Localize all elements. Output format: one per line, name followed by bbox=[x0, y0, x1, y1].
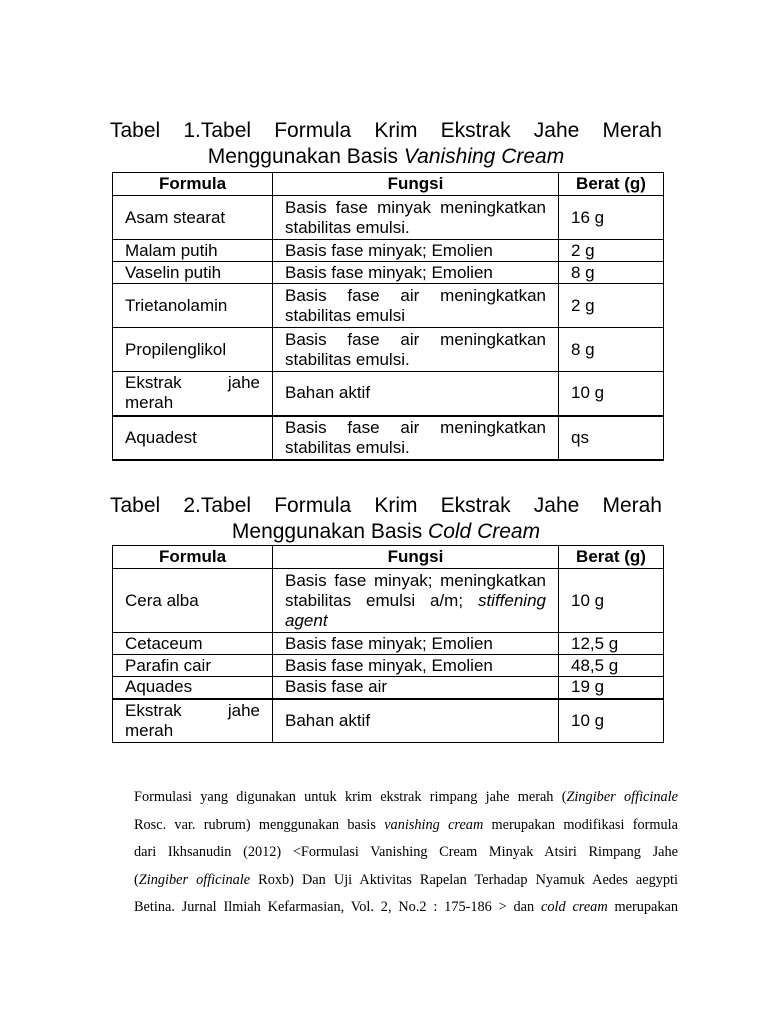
fungsi-cell: Basis fase minyak; Emolien bbox=[273, 633, 559, 655]
formula-cell: Aquades bbox=[113, 677, 273, 699]
berat-cell: 10 g bbox=[559, 372, 664, 416]
table2-caption-italic: Cold Cream bbox=[428, 520, 541, 543]
formula-cell: Ekstrak jahe merah bbox=[113, 699, 273, 743]
fungsi-cell: Basis fase minyak; Emolien bbox=[273, 240, 559, 262]
fungsi-cell: Basis fase air meningkatkan stabilitas emulsi bbox=[273, 284, 559, 328]
berat-cell: qs bbox=[559, 416, 664, 460]
table-row bbox=[113, 196, 664, 240]
formula-cell: Asam stearat bbox=[113, 196, 273, 240]
table1-caption-line1: Tabel 1.Tabel Formula Krim Ekstrak Jahe Merah bbox=[110, 119, 662, 142]
paragraph-line bbox=[134, 839, 678, 867]
paragraph-line bbox=[134, 867, 678, 895]
berat-cell: 2 g bbox=[559, 240, 664, 262]
fungsi-cell bbox=[273, 569, 559, 633]
berat-cell: 10 g bbox=[559, 699, 664, 743]
paragraph-italic: vanishing cream bbox=[384, 816, 484, 833]
paragraph-text: merupakan bbox=[607, 899, 678, 915]
table1-caption-line2 bbox=[110, 144, 662, 170]
table2 bbox=[112, 545, 664, 743]
table2-header-fungsi: Fungsi bbox=[273, 546, 559, 569]
table-row bbox=[113, 372, 664, 416]
paragraph-line bbox=[134, 894, 678, 922]
berat-cell: 19 g bbox=[559, 677, 664, 699]
table-row bbox=[113, 262, 664, 284]
table2-caption-line1: Tabel 2.Tabel Formula Krim Ekstrak Jahe Merah bbox=[110, 494, 662, 517]
paragraph-italic: cold cream bbox=[541, 899, 608, 915]
fungsi-cell: Basis fase air meningkatkan stabilitas emulsi. bbox=[273, 328, 559, 372]
formula-cell: Parafin cair bbox=[113, 655, 273, 677]
fungsi-text: Basis fase minyak; meningkatkan stabilitas emulsi a/m; bbox=[285, 570, 546, 610]
formula-cell: Aquadest bbox=[113, 416, 273, 460]
table-row bbox=[113, 240, 664, 262]
paragraph-italic: Zingiber officinale bbox=[138, 871, 251, 888]
paragraph-line bbox=[134, 812, 678, 840]
paragraph-text: Rosc. var. rubrum) menggunakan basis bbox=[134, 816, 385, 833]
table-row bbox=[113, 416, 664, 460]
berat-cell: 2 g bbox=[559, 284, 664, 328]
paragraph-text: Roxb) Dan Uji Aktivitas Rapelan Terhadap Nyamuk Aedes aegypti bbox=[250, 871, 678, 888]
fungsi-cell: Basis fase minyak meningkatkan stabilitas emulsi. bbox=[273, 196, 559, 240]
fungsi-cell: Bahan aktif bbox=[273, 699, 559, 743]
fungsi-cell: Basis fase air meningkatkan stabilitas emulsi. bbox=[273, 416, 559, 460]
berat-cell: 16 g bbox=[559, 196, 664, 240]
formula-cell: Trietanolamin bbox=[113, 284, 273, 328]
table1-header-berat: Berat (g) bbox=[559, 173, 664, 196]
table-row bbox=[113, 569, 664, 633]
table1-header-row bbox=[113, 173, 664, 196]
formula-cell: Cera alba bbox=[113, 569, 273, 633]
paragraph-italic: Zingiber officinale bbox=[566, 789, 678, 805]
table2-header-row bbox=[113, 546, 664, 569]
table-row bbox=[113, 284, 664, 328]
table2-header-formula: Formula bbox=[113, 546, 273, 569]
table1-header-fungsi: Fungsi bbox=[273, 173, 559, 196]
berat-cell: 10 g bbox=[559, 569, 664, 633]
berat-cell: 12,5 g bbox=[559, 633, 664, 655]
formula-cell: Malam putih bbox=[113, 240, 273, 262]
table2-caption bbox=[110, 493, 662, 545]
fungsi-italic-text: stiffening agent bbox=[285, 590, 546, 630]
table-row bbox=[113, 699, 664, 743]
table-row bbox=[113, 655, 664, 677]
paragraph-text: Formulasi yang digunakan untuk krim ekstrak rimpang jahe merah ( bbox=[134, 789, 567, 805]
table2-header-berat: Berat (g) bbox=[559, 546, 664, 569]
paragraph-text: merupakan modifikasi formula bbox=[483, 816, 678, 833]
table-row bbox=[113, 328, 664, 372]
table2-caption-prefix: Menggunakan Basis bbox=[231, 520, 429, 543]
fungsi-cell: Basis fase minyak, Emolien bbox=[273, 655, 559, 677]
paragraph-text: ( bbox=[134, 871, 139, 888]
berat-cell: 48,5 g bbox=[559, 655, 664, 677]
formula-cell: Vaselin putih bbox=[113, 262, 273, 284]
paragraph-text: Betina. Jurnal Ilmiah Kefarmasian, Vol. 2, No.2 : 175-186 > dan bbox=[134, 899, 542, 915]
berat-cell: 8 g bbox=[559, 328, 664, 372]
table1-header-formula: Formula bbox=[113, 173, 273, 196]
table1-caption-prefix: Menggunakan Basis bbox=[207, 145, 404, 168]
table1 bbox=[112, 172, 664, 461]
table1-caption bbox=[110, 118, 662, 170]
paragraph-line bbox=[134, 784, 678, 812]
fungsi-cell: Basis fase minyak; Emolien bbox=[273, 262, 559, 284]
body-paragraph bbox=[134, 784, 678, 922]
berat-cell: 8 g bbox=[559, 262, 664, 284]
table2-caption-line2 bbox=[110, 519, 662, 545]
fungsi-cell: Basis fase air bbox=[273, 677, 559, 699]
table-row bbox=[113, 633, 664, 655]
fungsi-cell: Bahan aktif bbox=[273, 372, 559, 416]
table-row bbox=[113, 677, 664, 699]
formula-cell: Propilenglikol bbox=[113, 328, 273, 372]
paragraph-text: dari Ikhsanudin (2012) <Formulasi Vanishing Cream Minyak Atsiri Rimpang Jahe bbox=[134, 844, 678, 860]
formula-cell: Cetaceum bbox=[113, 633, 273, 655]
table1-caption-italic: Vanishing Cream bbox=[403, 145, 565, 168]
formula-cell: Ekstrak jahe merah bbox=[113, 372, 273, 416]
